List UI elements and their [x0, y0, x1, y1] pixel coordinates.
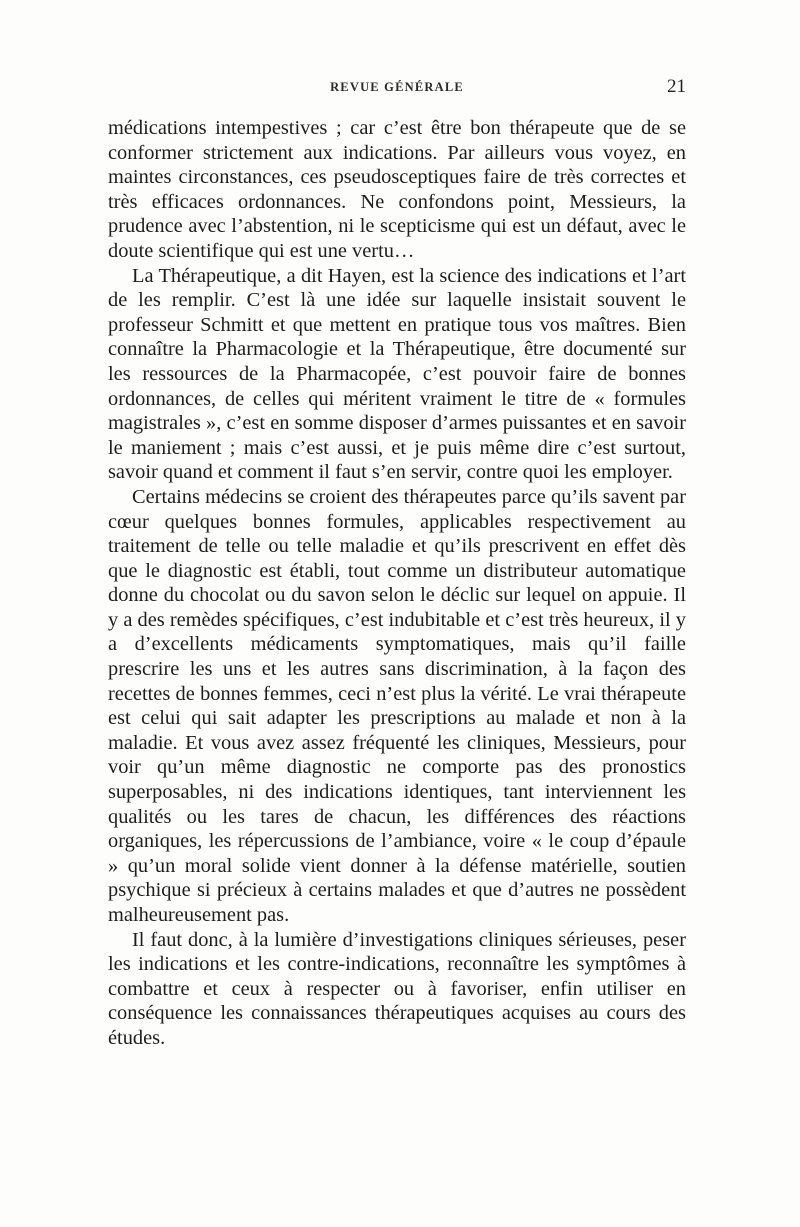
paragraph: La Thérapeutique, a dit Hayen, est la science des indications et l’art de les remplir. C’est là une idée sur laquelle insistait souvent le professeur Schmitt et que mettent en pratique tous vos maîtres. Bien connaître la Pharmacologie et la Thérapeutique, être documenté sur les ressources de la Pharmacopée, c’est pouvoir faire de bonnes ordonnances, de celles qui méritent vraiment le titre de « formules magistrales », c’est en somme disposer d’armes puissantes et en savoir le maniement ; mais c’est aussi, et je puis même dire c’est surtout, savoir quand et comment il faut s’en servir, contre quoi les employer. [108, 264, 686, 484]
body-text [108, 116, 686, 1051]
paragraph: Il faut donc, à la lumière d’investigations cliniques sérieuses, peser les indications et les contre-indications, reconnaître les symptômes à combattre et ceux à respecter ou à favoriser, enfin utiliser en conséquence les connaissances thérapeutiques acquises au cours des études. [108, 928, 686, 1049]
page-header [108, 76, 686, 100]
paragraph-continued: médications intempestives ; car c’est être bon thérapeute que de se conformer strictement aux indications. Par ailleurs vous voyez, en maintes circonstances, ces pseudosceptiques faire de très correctes et très efficaces ordonnances. Ne confondons point, Messieurs, la prudence avec l’abstention, ni le scepticisme qui est un défaut, avec le doute scientifique qui est une vertu… [108, 117, 686, 262]
page-number: 21 [667, 76, 686, 97]
paragraph: Certains médecins se croient des thérapeutes parce qu’ils savent par cœur quelques bonnes formules, applicables respectivement au traitement de telle ou telle maladie et qu’ils prescrivent en effet dès que le diagnostic est établi, tout comme un distributeur automatique donne du chocolat ou du savon selon le déclic sur lequel on appuie. Il y a des remèdes spécifiques, c’est indubitable et c’est très heureux, il y a d’excellents médicaments symptomatiques, mais qu’il faille prescrire les uns et les autres sans discrimination, à la façon des recettes de bonnes femmes, ceci n’est plus la vérité. Le vrai thérapeute est celui qui sait adapter les prescriptions au malade et non à la maladie. Et vous avez assez fréquenté les cliniques, Messieurs, pour voir qu’un même diagnostic ne comporte pas des pronostics superposables, ni des indications identiques, tant interviennent les qualités ou les tares de chacun, les différences des réactions organiques, les répercussions de l’ambiance, voire « le coup d’épaule » qu’un moral solide vient donner à la défense matérielle, soutien psychique si précieux à certains malades et que d’autres ne possèdent malheureusement pas. [108, 485, 686, 926]
running-title: REVUE GÉNÉRALE [330, 80, 464, 94]
